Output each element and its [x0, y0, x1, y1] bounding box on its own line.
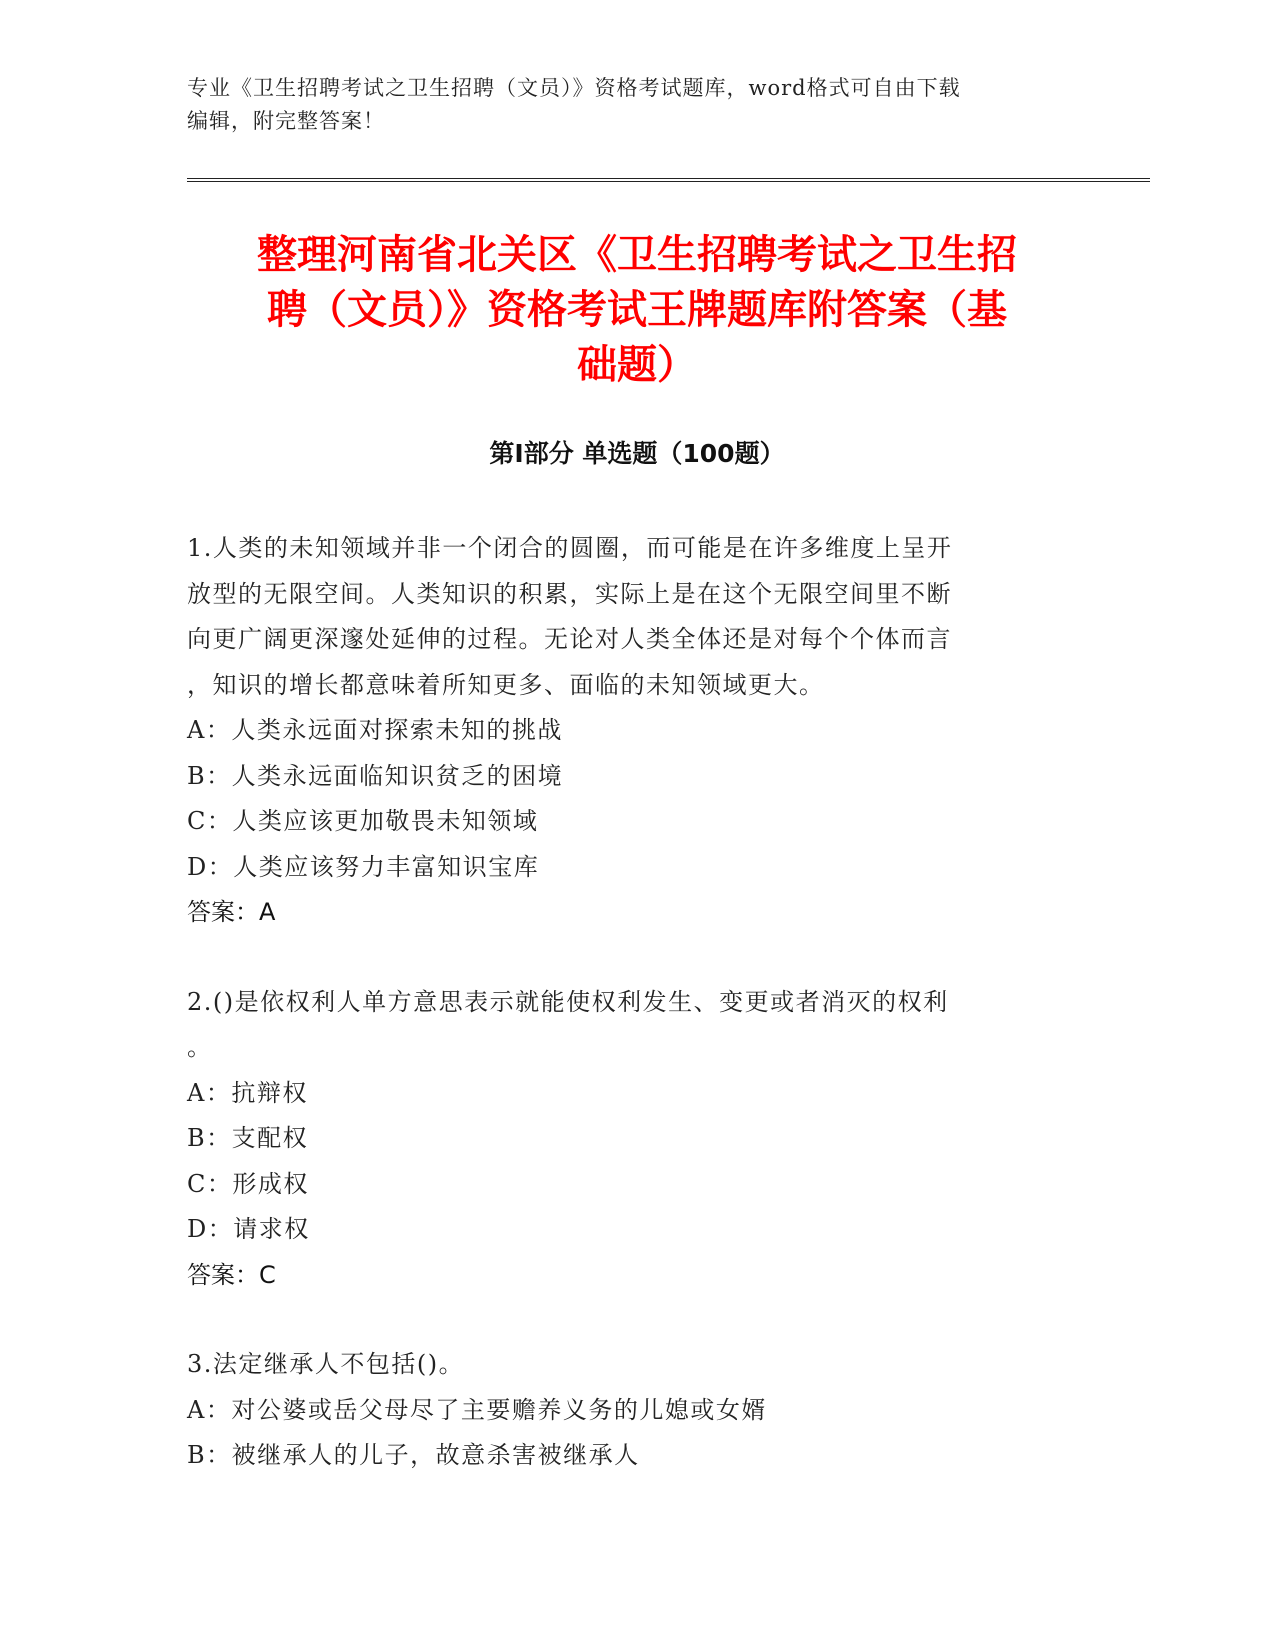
question-stem	[187, 980, 1057, 1071]
question-1	[187, 526, 1057, 936]
header-note-line-2: 编辑，附完整答案！	[187, 109, 385, 133]
answer: 答案：C	[187, 1260, 276, 1289]
option-c: C：人类应该更加敬畏未知领域	[187, 807, 539, 835]
option-a: A：对公婆或岳父母尽了主要赡养义务的儿媳或女婿	[187, 1395, 767, 1424]
document-title	[187, 228, 1087, 393]
option-c: C：形成权	[187, 1169, 309, 1198]
answer: 答案：A	[187, 898, 276, 926]
question-2	[187, 980, 1057, 1299]
question-stem-line: 放型的无限空间。人类知识的积累，实际上是在这个无限空间里不断	[187, 579, 952, 608]
option-b: B：人类永远面临知识贫乏的困境	[187, 761, 564, 790]
header-double-rule	[187, 178, 1150, 182]
question-stem-line: 3.法定继承人不包括()。	[187, 1350, 465, 1378]
option-b: B：支配权	[187, 1124, 309, 1152]
question-stem-line: ，知识的增长都意味着所知更多、面临的未知领域更大。	[187, 670, 825, 699]
question-stem	[187, 1342, 1057, 1388]
option-a: A：人类永远面对探索未知的挑战	[187, 716, 563, 744]
document-title-line-3: 础题）	[577, 342, 697, 388]
document-title-line-2: 聘（文员）》资格考试王牌题库附答案（基	[267, 287, 1007, 333]
question-stem-line: 2.()是依权利人单方意思表示就能使权利发生、变更或者消灭的权利	[187, 987, 949, 1016]
option-a: A：抗辩权	[187, 1078, 308, 1107]
option-b: B：被继承人的儿子，故意杀害被继承人	[187, 1441, 640, 1469]
question-stem	[187, 526, 1057, 708]
question-stem-line: 。	[187, 1033, 213, 1061]
option-d: D：请求权	[187, 1215, 310, 1243]
document-title-line-1: 整理河南省北关区《卫生招聘考试之卫生招	[257, 232, 1017, 278]
section-title: 第Ⅰ部分 单选题（100题）	[489, 439, 785, 468]
question-stem-line: 向更广阔更深邃处延伸的过程。无论对人类全体还是对每个个体而言	[187, 625, 952, 653]
header-note	[187, 72, 1067, 138]
question-3	[187, 1342, 1057, 1479]
option-d: D：人类应该努力丰富知识宝库	[187, 852, 540, 881]
question-stem-line: 1.人类的未知领域并非一个闭合的圆圈，而可能是在许多维度上呈开	[187, 534, 953, 562]
question-list	[187, 526, 1057, 1523]
header-note-line-1: 专业《卫生招聘考试之卫生招聘（文员）》资格考试题库，word格式可自由下载	[187, 76, 961, 100]
